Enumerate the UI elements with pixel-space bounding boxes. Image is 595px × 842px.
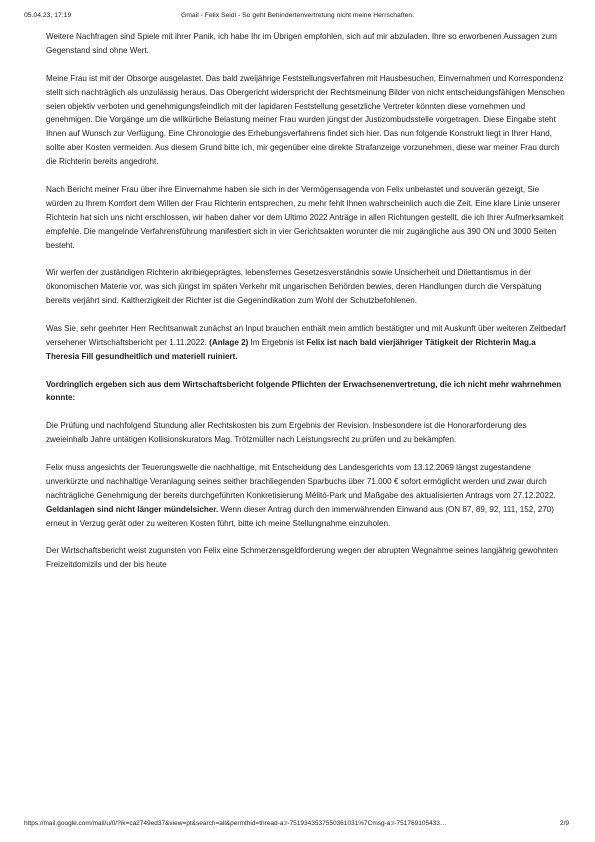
paragraph-3: Nach Bericht meiner Frau über ihre Einvernahme haben sie sich in der Vermögensagenda von Felix unbelastet und souverän gezeigt, Sie würden zu Ihrem Komfort dem Willen der Frau Richterin entsprechen, zu mehr fehlt Ihnen wahrscheinlich auch die Zeit. Eine klare Linie unserer Richterin hat sich uns nicht erschlossen, wir haben daher vor dem Ultimo 2022 Anträge in allen Richtungen gestellt, die ich Ihrer Aufmerksamkeit empfehle. Die mangelnde Verfahrensführung manifestiert sich in vier Gerichtsakten worunter die mir zugängliche aus 390 ON und 3000 Seiten besteht. (46, 184, 564, 250)
paragraph-5-text-a: Was Sie, sehr geehrter Herr Rechtsanwalt zunächst an Input brauchen enthält mein amtlich bestätigter und mit Auskunft über weiteren Zeitbedarf versehener Wirtschaftsbericht per 1.11.2022. (46, 323, 566, 347)
paragraph-8-emphasis: Geldanlagen sind nicht länger mündelsicher. (46, 504, 219, 514)
print-title: Gmail - Felix Seidl - So geht Behindertenvertretung nicht meine Herrschaften. (180, 12, 415, 19)
paragraph-4: Wir werfen der zuständigen Richterin akribiegeprägtes, lebensfernes Gesetzesverständnis sowie Unsicherheit und Dilettantismus in der ökonomischen Materie vor, was sich jüngst im späten Verkehr mit ungarischen Behörden bewies, deren Handlungen durch die Verspätung bereits verjährt sind. Kaltherzigkeit der Richter ist die Gegenindikation zum Wohl der Schutzbefohlenen. (46, 268, 542, 306)
paragraph-2-text-a: Meine Frau ist mit der Obsorge ausgelastet. Das bald zweijährige Feststellungsverfahren mit Hausbesuchen, Einvernahmen und Korrespondenz stellt sich nachträglich als unzulässig heraus. Das Obergericht widerspricht der Rechtsmeinung Bilder von nicht entscheidungsfähigen Menschen seien objektiv verboten und genehmigungsfeindlich mit der lapidaren Feststellung gesetzliche Vertreter könnten diese vornehmen und genehmigen. Die Vorgänge um die willkürliche Belastung meiner Frau wurden jüngst der Justizombudsstelle vorgetragen. Diese Eingabe steht Ihnen auf Wunsch zur Verfügung. Eine Chronologie des Erhebungsverfahrens findet sich (46, 73, 565, 139)
paragraph-2-text-b: . Das nun folgende Konstrukt liegt in Ihrer Hand, sollte aber Kosten vermeiden. Aus diesem Grund bitte ich, mir gegenüber eine direkte Strafanzeige vorzunehmen, diese war meiner Frau durch die Richterin bereits angedroht. (46, 129, 560, 167)
paragraph-6-heading: Vordringlich ergeben sich aus dem Wirtschaftsbericht folgende Pflichten der Erwachsenenvertretung, die ich nicht mehr wahrnehmen konnte: (46, 379, 562, 403)
paragraph-8-text-a: Felix muss angesichts der Teuerungswelle die nachhaltige, mit Entscheidung des Landesgerichts vom 13.12.2069 längst zugestandene unverkürzte und nachhaltige Veranlagung seines seither brachliegenden Sparbuchs über 71.000 € sofort ermöglicht werden und zwar durch nachträgliche Genehmigung der bereits durchgeführten Konkretisierung Mélitó-Park und Maßgabe des aktualisierten Antrags vom 27.12.2022. (46, 462, 556, 500)
hier-link[interactable]: hier (366, 129, 380, 139)
paragraph-7: Die Prüfung und nachfolgend Stundung aller Rechtskosten bis zum Ergebnis der Revision. Insbesondere ist die Honorarforderung des zweieinhalb Jahre untätigen Kollisionskurators Mag. Trötzmüller nach Leistungsrecht zu prüfen und zu bekämpfen. (46, 421, 527, 445)
paragraph-8 (46, 461, 566, 531)
paragraph-8-text-c: Wenn dieser Antrag durch den immerwährenden Einwand aus (ON 87, 89, 92, 111, 152, 270) erneut in Verzug gerät oder zu weiteren Kosten führt, bitte ich meine Stellungnahme einzuholen. (46, 504, 554, 528)
paragraph-5 (46, 322, 566, 364)
paragraph-5-conclusion: Felix ist nach bald vierjähriger Tätigkeit der Richterin Mag.a Theresia Fill gesundheitlich und materiell ruiniert. (46, 337, 536, 361)
paragraph-1: Weitere Nachfragen sind Spiele mit ihrer Panik, ich habe Ihr im Übrigen empfohlen, sich auf mir abzuladen. Ihre so erworbenen Aussagen zum Gegenstand sind ohne Wert. (46, 32, 557, 55)
email-body (46, 30, 566, 586)
anlage-2-reference: (Anlage 2) (209, 337, 249, 347)
print-url: https://mail.google.com/mail/u/0/?ik=ca2749ed37&view=pt&search=all&permthid=thread-a:r-7519343537550361031%7Cmsg-a:r-751769105433… (24, 820, 447, 827)
page-number: 2/9 (559, 820, 569, 827)
paragraph-5-text-c: Im Ergebnis ist (248, 337, 307, 347)
print-datetime: 05.04.23, 17:19 (24, 12, 72, 19)
paragraph-9: Der Wirtschaftsbericht weist zugunsten von Felix eine Schmerzensgeldforderung wegen der abrupten Wegnahme seines langjährig gewohnten Freizeitdomizils und der bis heute (46, 546, 558, 570)
paragraph-2 (46, 72, 566, 169)
